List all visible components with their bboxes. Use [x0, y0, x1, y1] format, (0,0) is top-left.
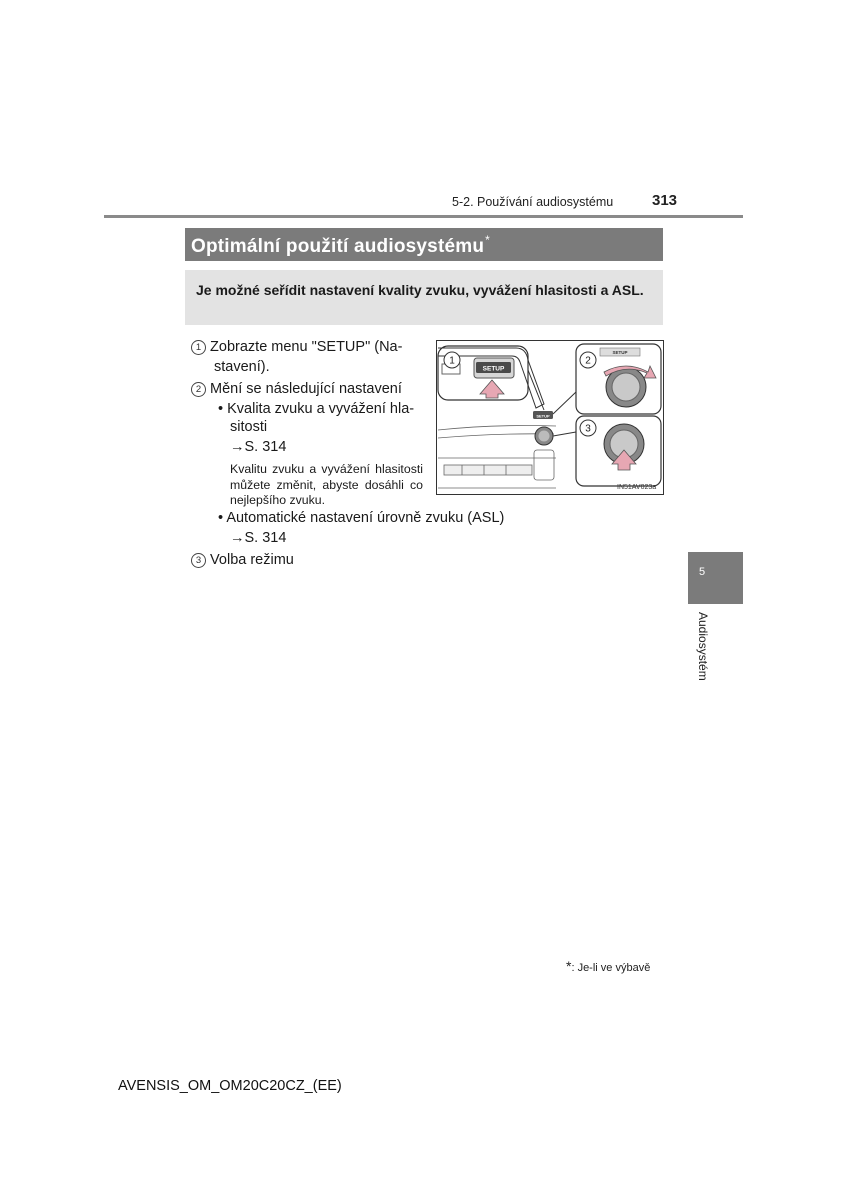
small-setup-label: SETUP — [536, 413, 550, 419]
callout-2-number: 2 — [585, 355, 591, 367]
bullet-text: Kvalita zvuku a vyvážení hla- — [227, 401, 415, 417]
step-1-continued: stavení). — [214, 359, 270, 375]
section-title-bar — [185, 228, 663, 261]
bullet-item: • Automatické nastavení úrovně zvuku (ASL) — [218, 510, 505, 526]
page-number: 313 — [652, 192, 678, 209]
footnote-asterisk: * — [566, 958, 572, 974]
page-reference: →S. 314 — [230, 439, 287, 455]
step-number: 3 — [191, 553, 206, 568]
callout-3-number: 3 — [585, 423, 591, 435]
callout-1-number: 1 — [449, 355, 455, 367]
audio-controls-illustration — [436, 340, 664, 495]
step-number: 2 — [191, 382, 206, 397]
bullet-item: • Kvalita zvuku a vyvážení hla- — [218, 401, 415, 417]
intro-text: Je možné seřídit nastavení kvality zvuku, vyvážení hlasitosti a ASL. — [196, 282, 644, 298]
intro-box — [185, 270, 663, 325]
bullet-text: Automatické nastavení úrovně zvuku (ASL) — [226, 510, 505, 526]
step-text: Mění se následující nastavení — [210, 381, 402, 397]
step-2 — [191, 379, 402, 399]
figure-code: IN51AV023a — [617, 484, 657, 491]
footnote — [566, 958, 650, 974]
footnote-text: : Je-li ve výbavě — [571, 962, 651, 974]
title-asterisk: * — [485, 233, 491, 247]
page-reference: →S. 314 — [230, 530, 287, 546]
section-title — [191, 233, 490, 258]
rotary-knob-cap — [612, 373, 640, 401]
bullet-item-continued: sitosti — [230, 419, 268, 435]
chapter-number: 5 — [699, 566, 706, 578]
step-1 — [191, 337, 402, 357]
panel-knob-cap — [539, 431, 550, 442]
section-title-text: Optimální použití audiosystému — [191, 236, 485, 257]
step-number: 1 — [191, 340, 206, 355]
setup-button-label: SETUP — [482, 365, 505, 373]
chapter-label: Audiosystém — [696, 612, 710, 681]
chapter-tab — [688, 552, 743, 604]
note-text: Kvalitu zvuku a vyvážení hlasitosti můžete změnit, abyste dosáhli co nejlepšího zvuku. — [230, 462, 423, 507]
footer-document-code: AVENSIS_OM_OM20C20CZ_(EE) — [118, 1078, 342, 1094]
step-3 — [191, 550, 294, 570]
step-text: Zobrazte menu "SETUP" (Na- — [210, 339, 403, 355]
header-divider — [104, 215, 743, 218]
running-header-section: 5-2. Používání audiosystému — [452, 195, 614, 209]
step-text: Volba režimu — [210, 552, 294, 568]
callout-2-setup-label: SETUP — [612, 350, 628, 355]
